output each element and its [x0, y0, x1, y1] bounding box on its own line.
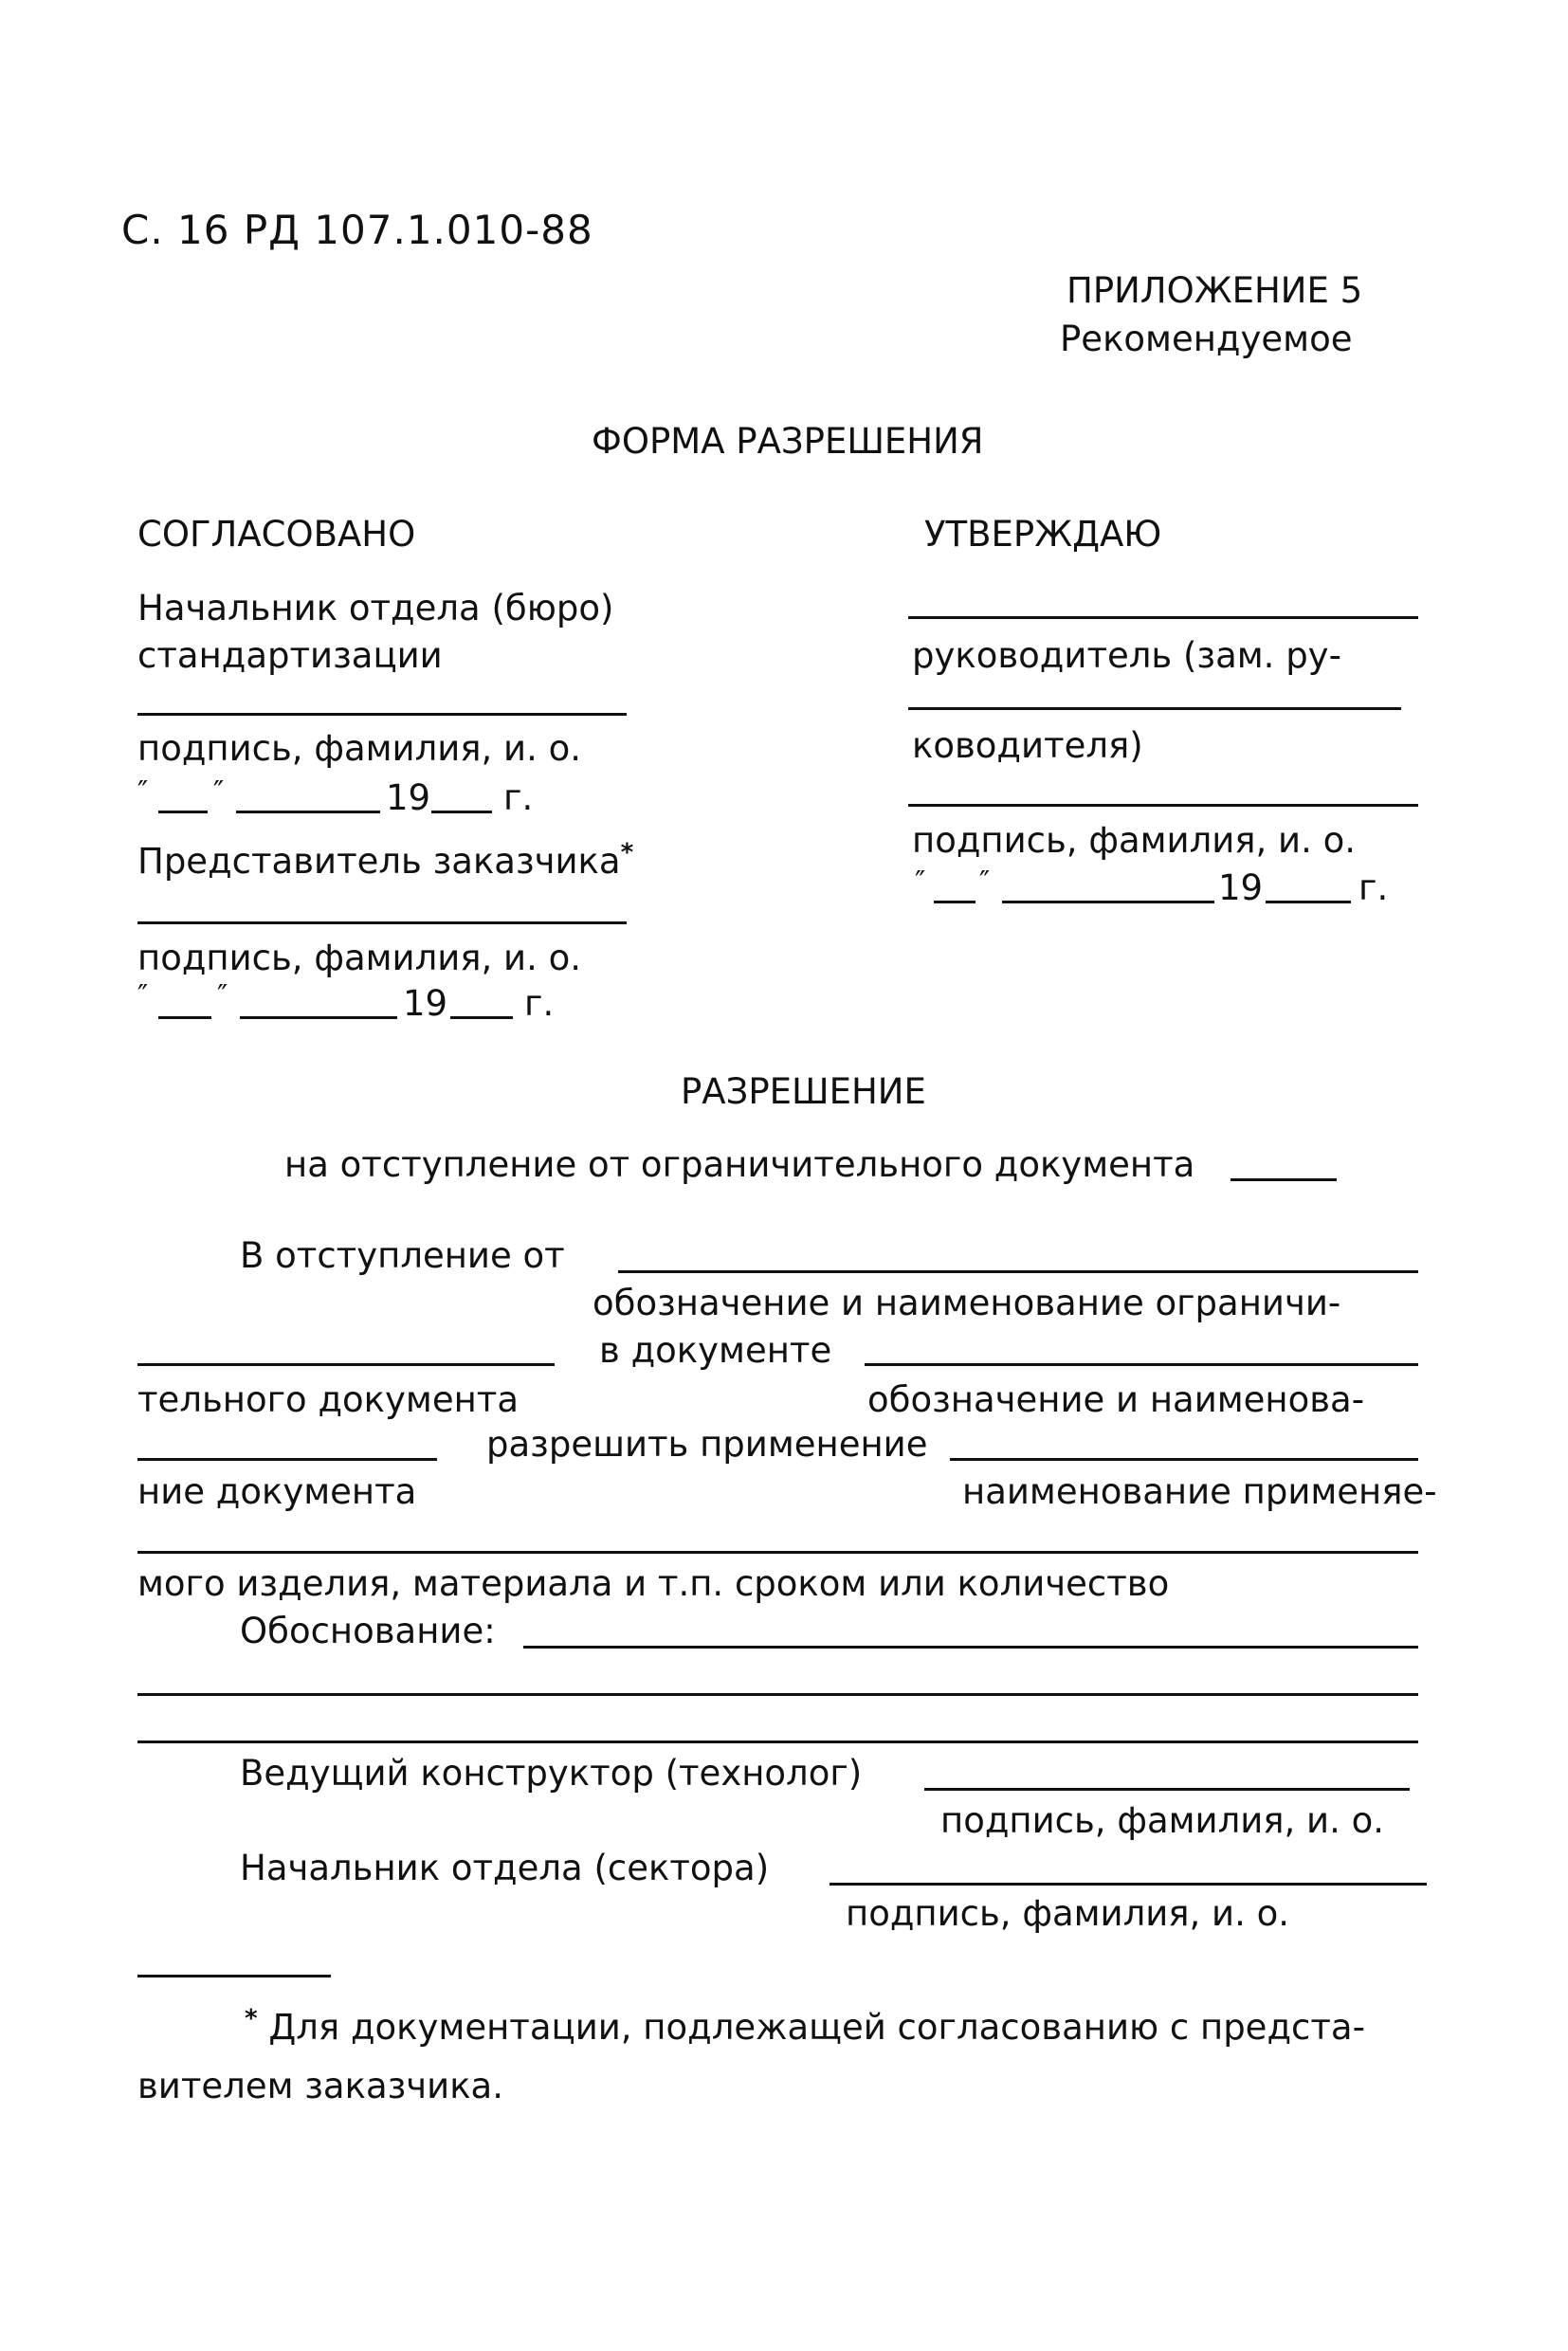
- month-blank[interactable]: [236, 811, 380, 813]
- year-blank[interactable]: [431, 811, 492, 813]
- approved-title: УТВЕРЖДАЮ: [924, 514, 1162, 555]
- lead-designer-field[interactable]: [924, 1788, 1410, 1791]
- day-blank[interactable]: [158, 811, 208, 813]
- applied-item-field[interactable]: [137, 1551, 1418, 1554]
- justification-field-1[interactable]: [523, 1646, 1418, 1649]
- customer-representative: [137, 838, 634, 882]
- footnote-line2: вителем заказчика.: [137, 2066, 503, 2106]
- agreed-signature-caption: подпись, фамилия, и. о.: [137, 728, 582, 769]
- justification-label: Обоснование:: [240, 1611, 496, 1651]
- day-blank[interactable]: [934, 901, 975, 903]
- lead-designer-caption: подпись, фамилия, и. о.: [940, 1800, 1385, 1841]
- approved-signature-caption: подпись, фамилия, и. о.: [912, 820, 1357, 861]
- document-name-field[interactable]: [137, 1458, 437, 1461]
- day-blank[interactable]: [158, 1016, 211, 1019]
- agreed-title: СОГЛАСОВАНО: [137, 514, 416, 555]
- footnote-asterisk: *: [245, 2004, 258, 2033]
- quote-open: ″: [137, 775, 149, 809]
- year-prefix: 19: [1218, 867, 1264, 908]
- year-suffix: г.: [524, 983, 555, 1024]
- in-document-field[interactable]: [865, 1363, 1418, 1366]
- appendix-label: ПРИЛОЖЕНИЕ 5: [1067, 270, 1363, 311]
- approved-signature-line[interactable]: [908, 804, 1418, 807]
- customer-representative-label: Представитель заказчика: [137, 841, 621, 882]
- approved-line-2[interactable]: [908, 707, 1401, 710]
- product-line-caption: мого изделия, материала и т.п. сроком или количество: [137, 1563, 1170, 1604]
- form-title: ФОРМА РАЗРЕШЕНИЯ: [592, 421, 984, 462]
- agreed-position-line2: стандартизации: [137, 635, 443, 676]
- quote-close: ″: [213, 775, 225, 809]
- year-blank[interactable]: [1266, 901, 1351, 903]
- year-suffix: г.: [503, 777, 534, 818]
- deviation-from-field[interactable]: [618, 1270, 1418, 1273]
- deviation-from-label: В отступление от: [240, 1235, 565, 1276]
- approved-position-line2: ководителя): [912, 725, 1143, 766]
- designation-caption: обозначение и наименование ограничи-: [593, 1283, 1341, 1323]
- lead-designer-label: Ведущий конструктор (технолог): [240, 1753, 863, 1794]
- footnote-text-line1: Для документации, подлежащей согласованию с предста-: [268, 2007, 1365, 2048]
- year-prefix: 19: [403, 983, 448, 1024]
- page-reference: С. 16 РД 107.1.010-88: [121, 207, 593, 253]
- footnote-line1: [245, 2004, 1365, 2048]
- appendix-type: Рекомендуемое: [1060, 319, 1353, 359]
- permit-title: РАЗРЕШЕНИЕ: [681, 1071, 926, 1112]
- allow-use-field[interactable]: [950, 1458, 1418, 1461]
- representative-signature-caption: подпись, фамилия, и. о.: [137, 938, 582, 978]
- restrictive-doc-caption: тельного документа: [137, 1379, 519, 1420]
- quote-open: ″: [915, 866, 926, 899]
- year-prefix: 19: [386, 777, 431, 818]
- document-name-caption: ние документа: [137, 1471, 417, 1512]
- applied-caption: наименование применяе-: [962, 1471, 1437, 1512]
- month-blank[interactable]: [240, 1016, 397, 1019]
- dept-head-caption: подпись, фамилия, и. о.: [846, 1893, 1290, 1934]
- permit-subtitle: на отступление от ограничительного документа: [284, 1144, 1195, 1185]
- month-blank[interactable]: [1002, 901, 1214, 903]
- justification-field-2[interactable]: [137, 1693, 1418, 1696]
- quote-close: ″: [979, 866, 991, 899]
- quote-open: ″: [137, 979, 149, 1012]
- agreed-date-2: [137, 976, 687, 1022]
- designation-caption-2: обозначение и наименова-: [867, 1379, 1365, 1420]
- representative-signature-line[interactable]: [137, 921, 627, 924]
- dept-head-field[interactable]: [830, 1883, 1427, 1886]
- in-document-label: в документе: [599, 1330, 832, 1371]
- permit-subtitle-blank[interactable]: [1231, 1178, 1337, 1181]
- restrictive-doc-field[interactable]: [137, 1363, 555, 1366]
- year-blank[interactable]: [450, 1016, 513, 1019]
- agreed-signature-line[interactable]: [137, 713, 627, 716]
- footnote-separator: [137, 1975, 331, 1977]
- year-suffix: г.: [1358, 867, 1389, 908]
- approved-date: [915, 863, 1446, 908]
- justification-field-3[interactable]: [137, 1740, 1418, 1743]
- agreed-position-line1: Начальник отдела (бюро): [137, 588, 614, 629]
- allow-use-label: разрешить применение: [486, 1424, 928, 1465]
- agreed-date-1: [137, 773, 668, 818]
- approved-position-line1: руководитель (зам. ру-: [912, 635, 1341, 676]
- dept-head-label: Начальник отдела (сектора): [240, 1848, 770, 1888]
- approved-line-1[interactable]: [908, 616, 1418, 619]
- quote-close: ″: [217, 979, 228, 1012]
- footnote-mark: *: [620, 838, 634, 867]
